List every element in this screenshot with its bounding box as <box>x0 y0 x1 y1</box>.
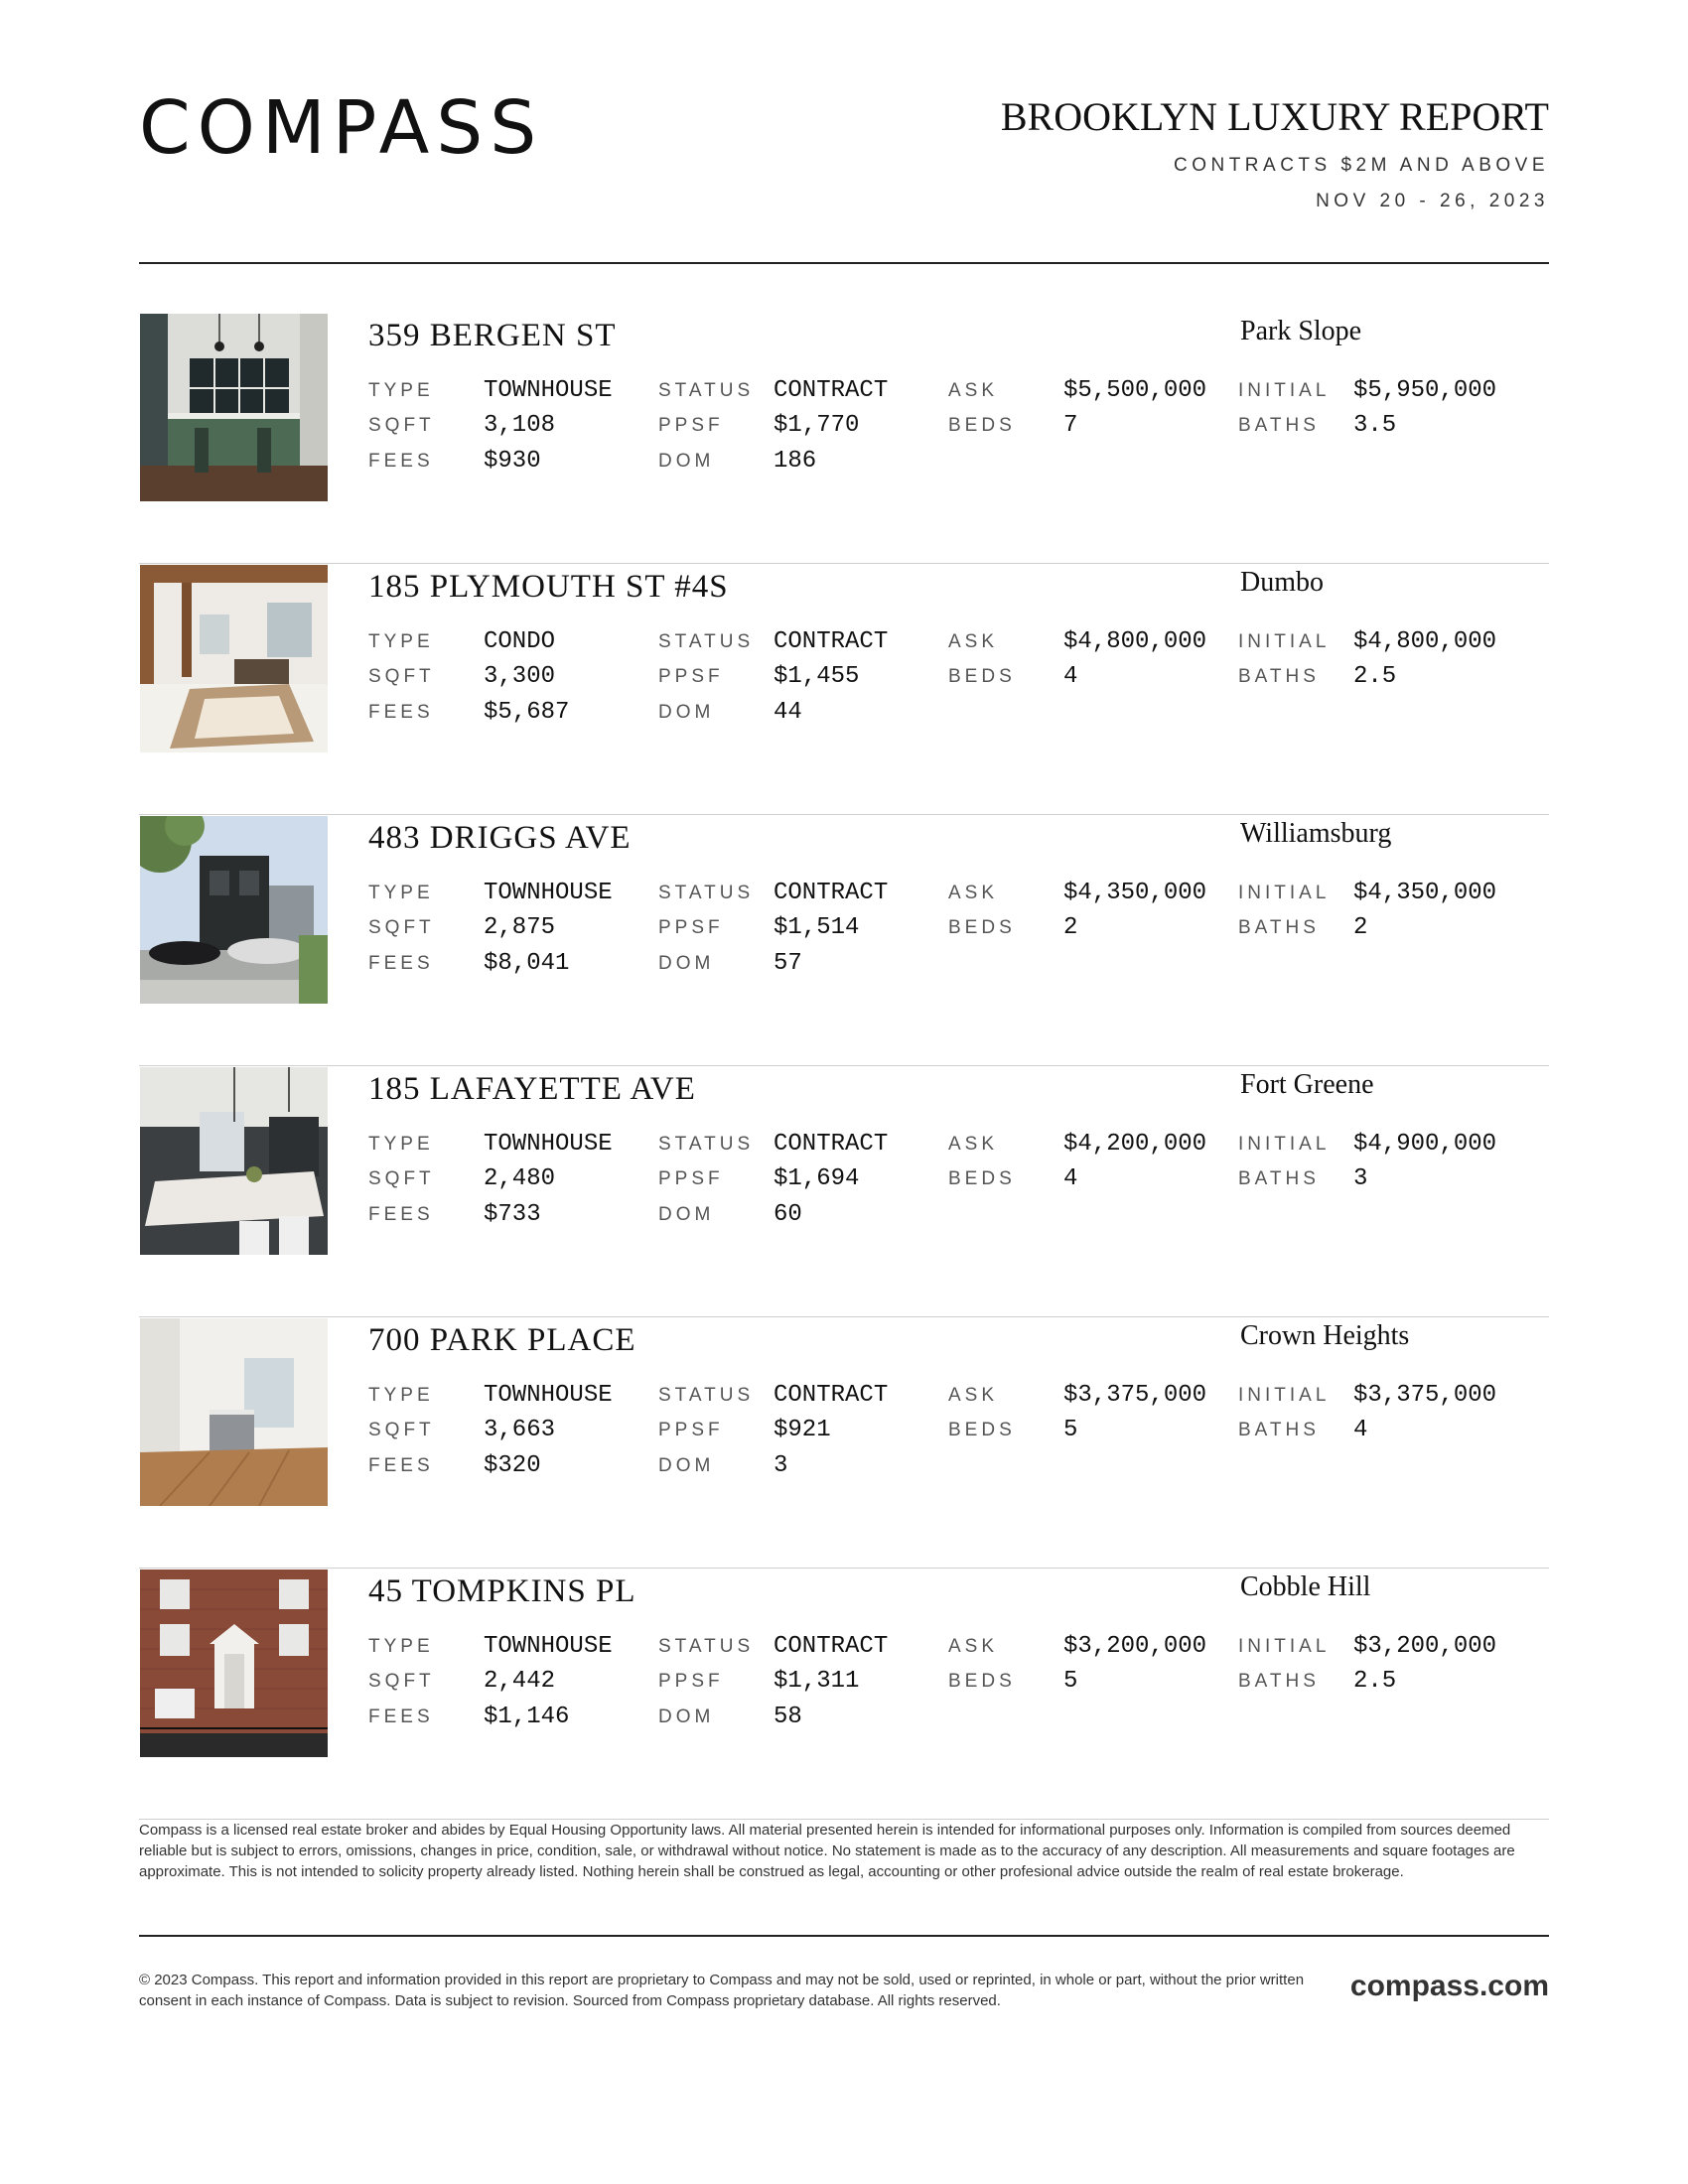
type-value: CONDO <box>484 628 556 655</box>
initial-label: INITIAL <box>1238 380 1331 401</box>
type-label: TYPE <box>368 631 434 652</box>
dom-label: DOM <box>658 702 715 723</box>
fees-label: FEES <box>368 451 434 472</box>
listing-card <box>139 1570 1549 1820</box>
status-value: CONTRACT <box>774 1633 889 1660</box>
ppsf-value: $1,694 <box>774 1165 860 1192</box>
baths-label: BATHS <box>1238 666 1320 687</box>
dom-label: DOM <box>658 1204 715 1225</box>
report-date-range: NOV 20 - 26, 2023 <box>1316 191 1549 211</box>
status-value: CONTRACT <box>774 1131 889 1158</box>
baths-label: BATHS <box>1238 1420 1320 1440</box>
ppsf-label: PPSF <box>658 917 724 938</box>
ppsf-label: PPSF <box>658 1420 724 1440</box>
initial-label: INITIAL <box>1238 1636 1331 1657</box>
status-label: STATUS <box>658 1385 755 1406</box>
footer-divider <box>139 1935 1549 1937</box>
listing-neighborhood: Park Slope <box>1240 316 1362 346</box>
beds-value: 7 <box>1063 412 1078 439</box>
beds-label: BEDS <box>948 1671 1016 1692</box>
baths-value: 4 <box>1353 1417 1368 1443</box>
fees-label: FEES <box>368 702 434 723</box>
initial-value: $4,350,000 <box>1353 880 1497 906</box>
beds-label: BEDS <box>948 666 1016 687</box>
listing-card <box>139 816 1549 1066</box>
status-value: CONTRACT <box>774 628 889 655</box>
initial-value: $3,375,000 <box>1353 1382 1497 1409</box>
property-photo <box>140 314 328 501</box>
sqft-value: 2,875 <box>484 914 556 941</box>
dom-label: DOM <box>658 1455 715 1476</box>
copyright-text: © 2023 Compass. This report and information provided in this report are proprietary to Compass and may not be sold, used or reprinted, in whole or part, without the prior written consent in each instance of Compass. Data is subject to revision. Sourced from Compass proprietary database. All rights reserved. <box>139 1972 1305 2009</box>
initial-label: INITIAL <box>1238 631 1331 652</box>
status-value: CONTRACT <box>774 880 889 906</box>
listing-address: 483 DRIGGS AVE <box>368 820 632 856</box>
status-label: STATUS <box>658 1134 755 1155</box>
baths-label: BATHS <box>1238 917 1320 938</box>
listing-neighborhood: Dumbo <box>1240 567 1324 598</box>
dom-label: DOM <box>658 451 715 472</box>
type-label: TYPE <box>368 883 434 903</box>
initial-value: $4,900,000 <box>1353 1131 1497 1158</box>
sqft-value: 3,300 <box>484 663 556 690</box>
dom-value: 57 <box>774 950 802 977</box>
report-title: BROOKLYN LUXURY REPORT <box>1000 94 1549 139</box>
sqft-label: SQFT <box>368 1671 435 1692</box>
listing-neighborhood: Cobble Hill <box>1240 1571 1371 1602</box>
ppsf-value: $1,514 <box>774 914 860 941</box>
ask-label: ASK <box>948 1134 999 1155</box>
listing-divider <box>139 1568 1549 1569</box>
property-photo <box>140 1318 328 1506</box>
type-value: TOWNHOUSE <box>484 377 613 404</box>
sqft-value: 2,442 <box>484 1668 556 1695</box>
baths-value: 3.5 <box>1353 412 1397 439</box>
dom-label: DOM <box>658 1706 715 1727</box>
status-label: STATUS <box>658 380 755 401</box>
sqft-label: SQFT <box>368 1420 435 1440</box>
fees-label: FEES <box>368 1204 434 1225</box>
initial-value: $5,950,000 <box>1353 377 1497 404</box>
fees-label: FEES <box>368 1706 434 1727</box>
listing-address: 185 LAFAYETTE AVE <box>368 1071 696 1107</box>
fees-value: $320 <box>484 1452 541 1479</box>
sqft-label: SQFT <box>368 1168 435 1189</box>
baths-value: 2 <box>1353 914 1368 941</box>
property-photo <box>140 816 328 1004</box>
ask-value: $4,800,000 <box>1063 628 1207 655</box>
initial-label: INITIAL <box>1238 1385 1331 1406</box>
beds-value: 4 <box>1063 663 1078 690</box>
beds-label: BEDS <box>948 1168 1016 1189</box>
initial-value: $3,200,000 <box>1353 1633 1497 1660</box>
baths-label: BATHS <box>1238 1671 1320 1692</box>
ask-label: ASK <box>948 1636 999 1657</box>
status-value: CONTRACT <box>774 1382 889 1409</box>
ppsf-label: PPSF <box>658 1671 724 1692</box>
ask-value: $4,350,000 <box>1063 880 1207 906</box>
sqft-value: 2,480 <box>484 1165 556 1192</box>
beds-value: 5 <box>1063 1417 1078 1443</box>
header-divider <box>139 262 1549 264</box>
ppsf-value: $1,311 <box>774 1668 860 1695</box>
sqft-value: 3,663 <box>484 1417 556 1443</box>
fees-label: FEES <box>368 953 434 974</box>
status-label: STATUS <box>658 631 755 652</box>
type-value: TOWNHOUSE <box>484 1131 613 1158</box>
initial-value: $4,800,000 <box>1353 628 1497 655</box>
status-label: STATUS <box>658 1636 755 1657</box>
beds-label: BEDS <box>948 1420 1016 1440</box>
listing-divider <box>139 814 1549 815</box>
listing-card <box>139 1067 1549 1317</box>
dom-value: 60 <box>774 1201 802 1228</box>
listing-neighborhood: Williamsburg <box>1240 818 1392 849</box>
initial-label: INITIAL <box>1238 1134 1331 1155</box>
baths-label: BATHS <box>1238 1168 1320 1189</box>
baths-value: 2.5 <box>1353 663 1397 690</box>
beds-label: BEDS <box>948 917 1016 938</box>
fees-value: $1,146 <box>484 1704 570 1730</box>
ask-value: $5,500,000 <box>1063 377 1207 404</box>
listing-card <box>139 565 1549 815</box>
listing-card <box>139 1318 1549 1569</box>
listing-neighborhood: Fort Greene <box>1240 1069 1374 1100</box>
ppsf-value: $921 <box>774 1417 831 1443</box>
compass-logo: COMPASS <box>139 85 544 171</box>
fees-label: FEES <box>368 1455 434 1476</box>
listing-neighborhood: Crown Heights <box>1240 1320 1410 1351</box>
listing-divider <box>139 1316 1549 1317</box>
type-label: TYPE <box>368 1636 434 1657</box>
beds-value: 4 <box>1063 1165 1078 1192</box>
sqft-value: 3,108 <box>484 412 556 439</box>
fees-value: $930 <box>484 448 541 475</box>
property-photo <box>140 1570 328 1757</box>
fees-value: $8,041 <box>484 950 570 977</box>
beds-value: 2 <box>1063 914 1078 941</box>
listing-address: 45 TOMPKINS PL <box>368 1573 636 1609</box>
status-value: CONTRACT <box>774 377 889 404</box>
ask-value: $4,200,000 <box>1063 1131 1207 1158</box>
fees-value: $5,687 <box>484 699 570 726</box>
ppsf-label: PPSF <box>658 1168 724 1189</box>
beds-value: 5 <box>1063 1668 1078 1695</box>
listing-address: 700 PARK PLACE <box>368 1322 636 1358</box>
dom-value: 58 <box>774 1704 802 1730</box>
ask-label: ASK <box>948 1385 999 1406</box>
type-label: TYPE <box>368 380 434 401</box>
ask-label: ASK <box>948 883 999 903</box>
listing-address: 185 PLYMOUTH ST #4S <box>368 569 729 605</box>
listing-card <box>139 314 1549 564</box>
beds-label: BEDS <box>948 415 1016 436</box>
report-subtitle: CONTRACTS $2M AND ABOVE <box>1173 155 1549 176</box>
listing-divider <box>139 563 1549 564</box>
type-value: TOWNHOUSE <box>484 1633 613 1660</box>
baths-label: BATHS <box>1238 415 1320 436</box>
sqft-label: SQFT <box>368 415 435 436</box>
fees-value: $733 <box>484 1201 541 1228</box>
ask-label: ASK <box>948 631 999 652</box>
property-photo <box>140 1067 328 1255</box>
type-label: TYPE <box>368 1134 434 1155</box>
type-label: TYPE <box>368 1385 434 1406</box>
listing-address: 359 BERGEN ST <box>368 318 617 353</box>
ppsf-value: $1,455 <box>774 663 860 690</box>
type-value: TOWNHOUSE <box>484 880 613 906</box>
dom-label: DOM <box>658 953 715 974</box>
listing-divider <box>139 1065 1549 1066</box>
baths-value: 2.5 <box>1353 1668 1397 1695</box>
disclaimer-text: Compass is a licensed real estate broker and abides by Equal Housing Opportunity laws. All material presented herein is intended for informational purposes only. Information is compiled from sources deemed reliable but is subject to errors, omissions, changes in price, condition, sale, or withdrawal without notice. No statement is made as to the accuracy of any description. All measurements and square footages are approximate. This is not intended to solicity property already listed. Nothing herein shall be construed as legal, accounting or other profesional advice outside the realm of real estate brokerage. <box>139 1822 1515 1880</box>
ask-value: $3,200,000 <box>1063 1633 1207 1660</box>
baths-value: 3 <box>1353 1165 1368 1192</box>
website-link[interactable]: compass.com <box>1349 1970 1549 2002</box>
initial-label: INITIAL <box>1238 883 1331 903</box>
dom-value: 44 <box>774 699 802 726</box>
ppsf-value: $1,770 <box>774 412 860 439</box>
dom-value: 3 <box>774 1452 788 1479</box>
type-value: TOWNHOUSE <box>484 1382 613 1409</box>
property-photo <box>140 565 328 752</box>
ppsf-label: PPSF <box>658 666 724 687</box>
status-label: STATUS <box>658 883 755 903</box>
ppsf-label: PPSF <box>658 415 724 436</box>
sqft-label: SQFT <box>368 666 435 687</box>
ask-value: $3,375,000 <box>1063 1382 1207 1409</box>
sqft-label: SQFT <box>368 917 435 938</box>
dom-value: 186 <box>774 448 817 475</box>
ask-label: ASK <box>948 380 999 401</box>
